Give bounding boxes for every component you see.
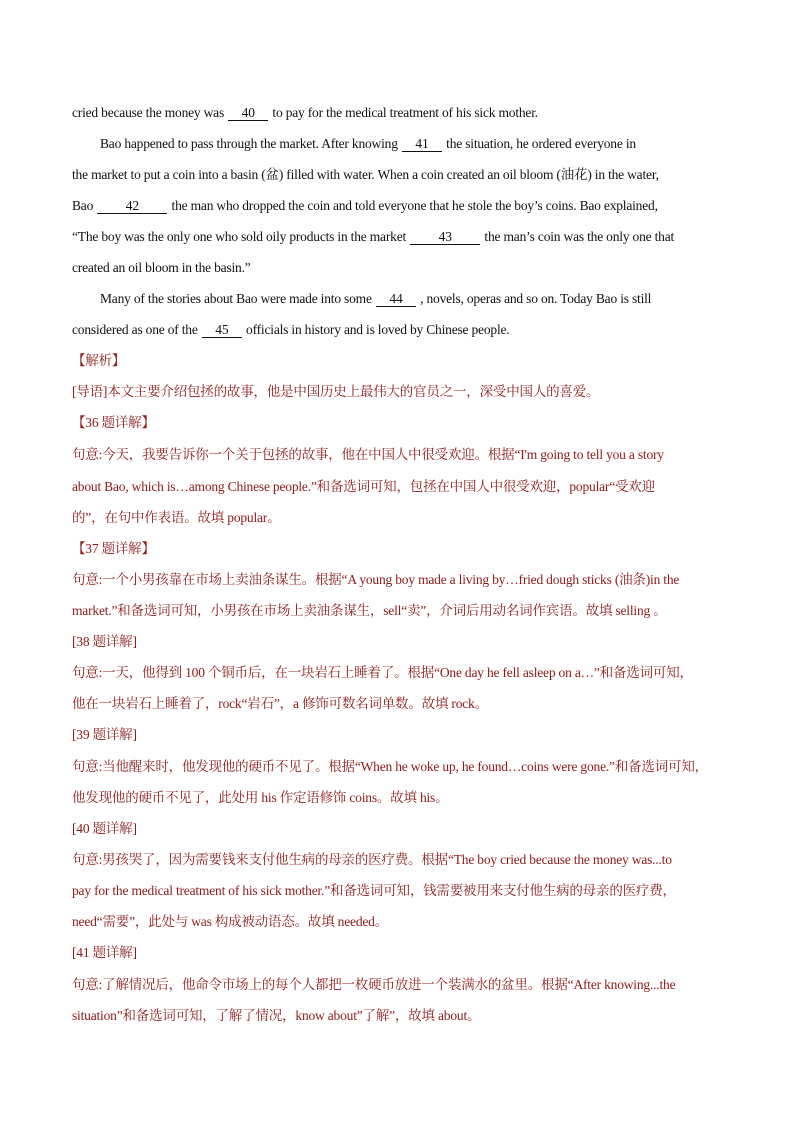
passage-text: cried because the money was: [72, 105, 225, 120]
item-title: 【36 题详解】: [72, 415, 155, 430]
item-line: 句意:了解情况后，他命令市场上的每个人都把一枚硬币放进一个装满水的盆里。根据“After knowing...the: [72, 977, 676, 992]
answer-blank-43: 43: [410, 229, 480, 245]
item-line: pay for the medical treatment of his sick mother.”和备选词可知，钱需要被用来支付他生病的母亲的医疗费，: [72, 883, 676, 898]
analysis-intro: [导语]本文主要介绍包拯的故事，他是中国历史上最伟大的官员之一，深受中国人的喜爱。: [72, 384, 600, 399]
item-title: 【37 题详解】: [72, 541, 155, 556]
item-title: [40 题详解]: [72, 821, 137, 836]
item-line: 句意:当他醒来时，他发现他的硬币不见了。根据“When he woke up, he found…coins were gone.”和备选词可知，: [72, 759, 708, 774]
passage-text: Bao happened to pass through the market. After knowing: [100, 136, 398, 151]
passage-line: [72, 104, 732, 122]
passage-text: Bao: [72, 198, 94, 213]
item-line: 句意:一天，他得到 100 个铜币后，在一块岩石上睡着了。根据“One day he fell asleep on a…”和备选词可知，: [72, 665, 693, 680]
item-line: about Bao, which is…among Chinese people.”和备选词可知，包拯在中国人中很受欢迎，popular“受欢迎: [72, 479, 655, 494]
passage-line: the market to put a coin into a basin (盆) filled with water. When a coin created an oil bloom (油花) in the water,: [72, 167, 659, 182]
item-title: [38 题详解]: [72, 634, 137, 649]
passage-text: officials in history and is loved by Chinese people.: [246, 322, 510, 337]
item-line: 句意:一个小男孩靠在市场上卖油条谋生。根据“A young boy made a living by…fried dough sticks (油条)in the: [72, 572, 680, 587]
item-line: 他在一块岩石上睡着了，rock“岩石”，a 修饰可数名词单数。故填 rock。: [72, 696, 488, 711]
item-line: 的”，在句中作表语。故填 popular。: [72, 510, 281, 525]
passage-text: “The boy was the only one who sold oily products in the market: [72, 229, 407, 244]
passage-text: , novels, operas and so on. Today Bao is still: [420, 291, 652, 306]
passage-text: the situation, he ordered everyone in: [446, 136, 636, 151]
passage-line: created an oil bloom in the basin.”: [72, 260, 251, 275]
passage-line: [72, 228, 732, 246]
passage-line: [72, 197, 732, 215]
passage-text: the man who dropped the coin and told everyone that he stole the boy’s coins. Bao explained,: [171, 198, 658, 213]
passage-line: [100, 135, 760, 153]
passage-line: [100, 290, 760, 308]
passage-text: considered as one of the: [72, 322, 198, 337]
passage-line: [72, 321, 732, 339]
passage-text: Many of the stories about Bao were made into some: [100, 291, 372, 306]
item-title: [39 题详解]: [72, 727, 137, 742]
item-line: situation”和备选词可知，了解了情况，know about”了解”，故填 about。: [72, 1008, 481, 1023]
item-line: 句意:今天，我要告诉你一个关于包拯的故事，他在中国人中很受欢迎。根据“I'm going to tell you a story: [72, 447, 664, 462]
answer-blank-45: 45: [202, 322, 242, 338]
passage-text: the man’s coin was the only one that: [484, 229, 675, 244]
answer-blank-42: 42: [97, 198, 167, 214]
item-line: market.”和备选词可知，小男孩在市场上卖油条谋生，sell“卖”，介词后用动名词作宾语。故填 selling 。: [72, 603, 667, 618]
answer-blank-40: 40: [228, 105, 268, 121]
item-title: [41 题详解]: [72, 945, 137, 960]
answer-blank-41: 41: [402, 136, 442, 152]
analysis-heading: 【解析】: [72, 353, 126, 368]
item-line: 句意:男孩哭了，因为需要钱来支付他生病的母亲的医疗费。根据“The boy cried because the money was...to: [72, 852, 672, 867]
item-line: 他发现他的硬币不见了，此处用 his 作定语修饰 coins。故填 his。: [72, 790, 449, 805]
item-line: need“需要”，此处与 was 构成被动语态。故填 needed。: [72, 914, 389, 929]
passage-text: to pay for the medical treatment of his sick mother.: [272, 105, 538, 120]
answer-blank-44: 44: [376, 291, 416, 307]
